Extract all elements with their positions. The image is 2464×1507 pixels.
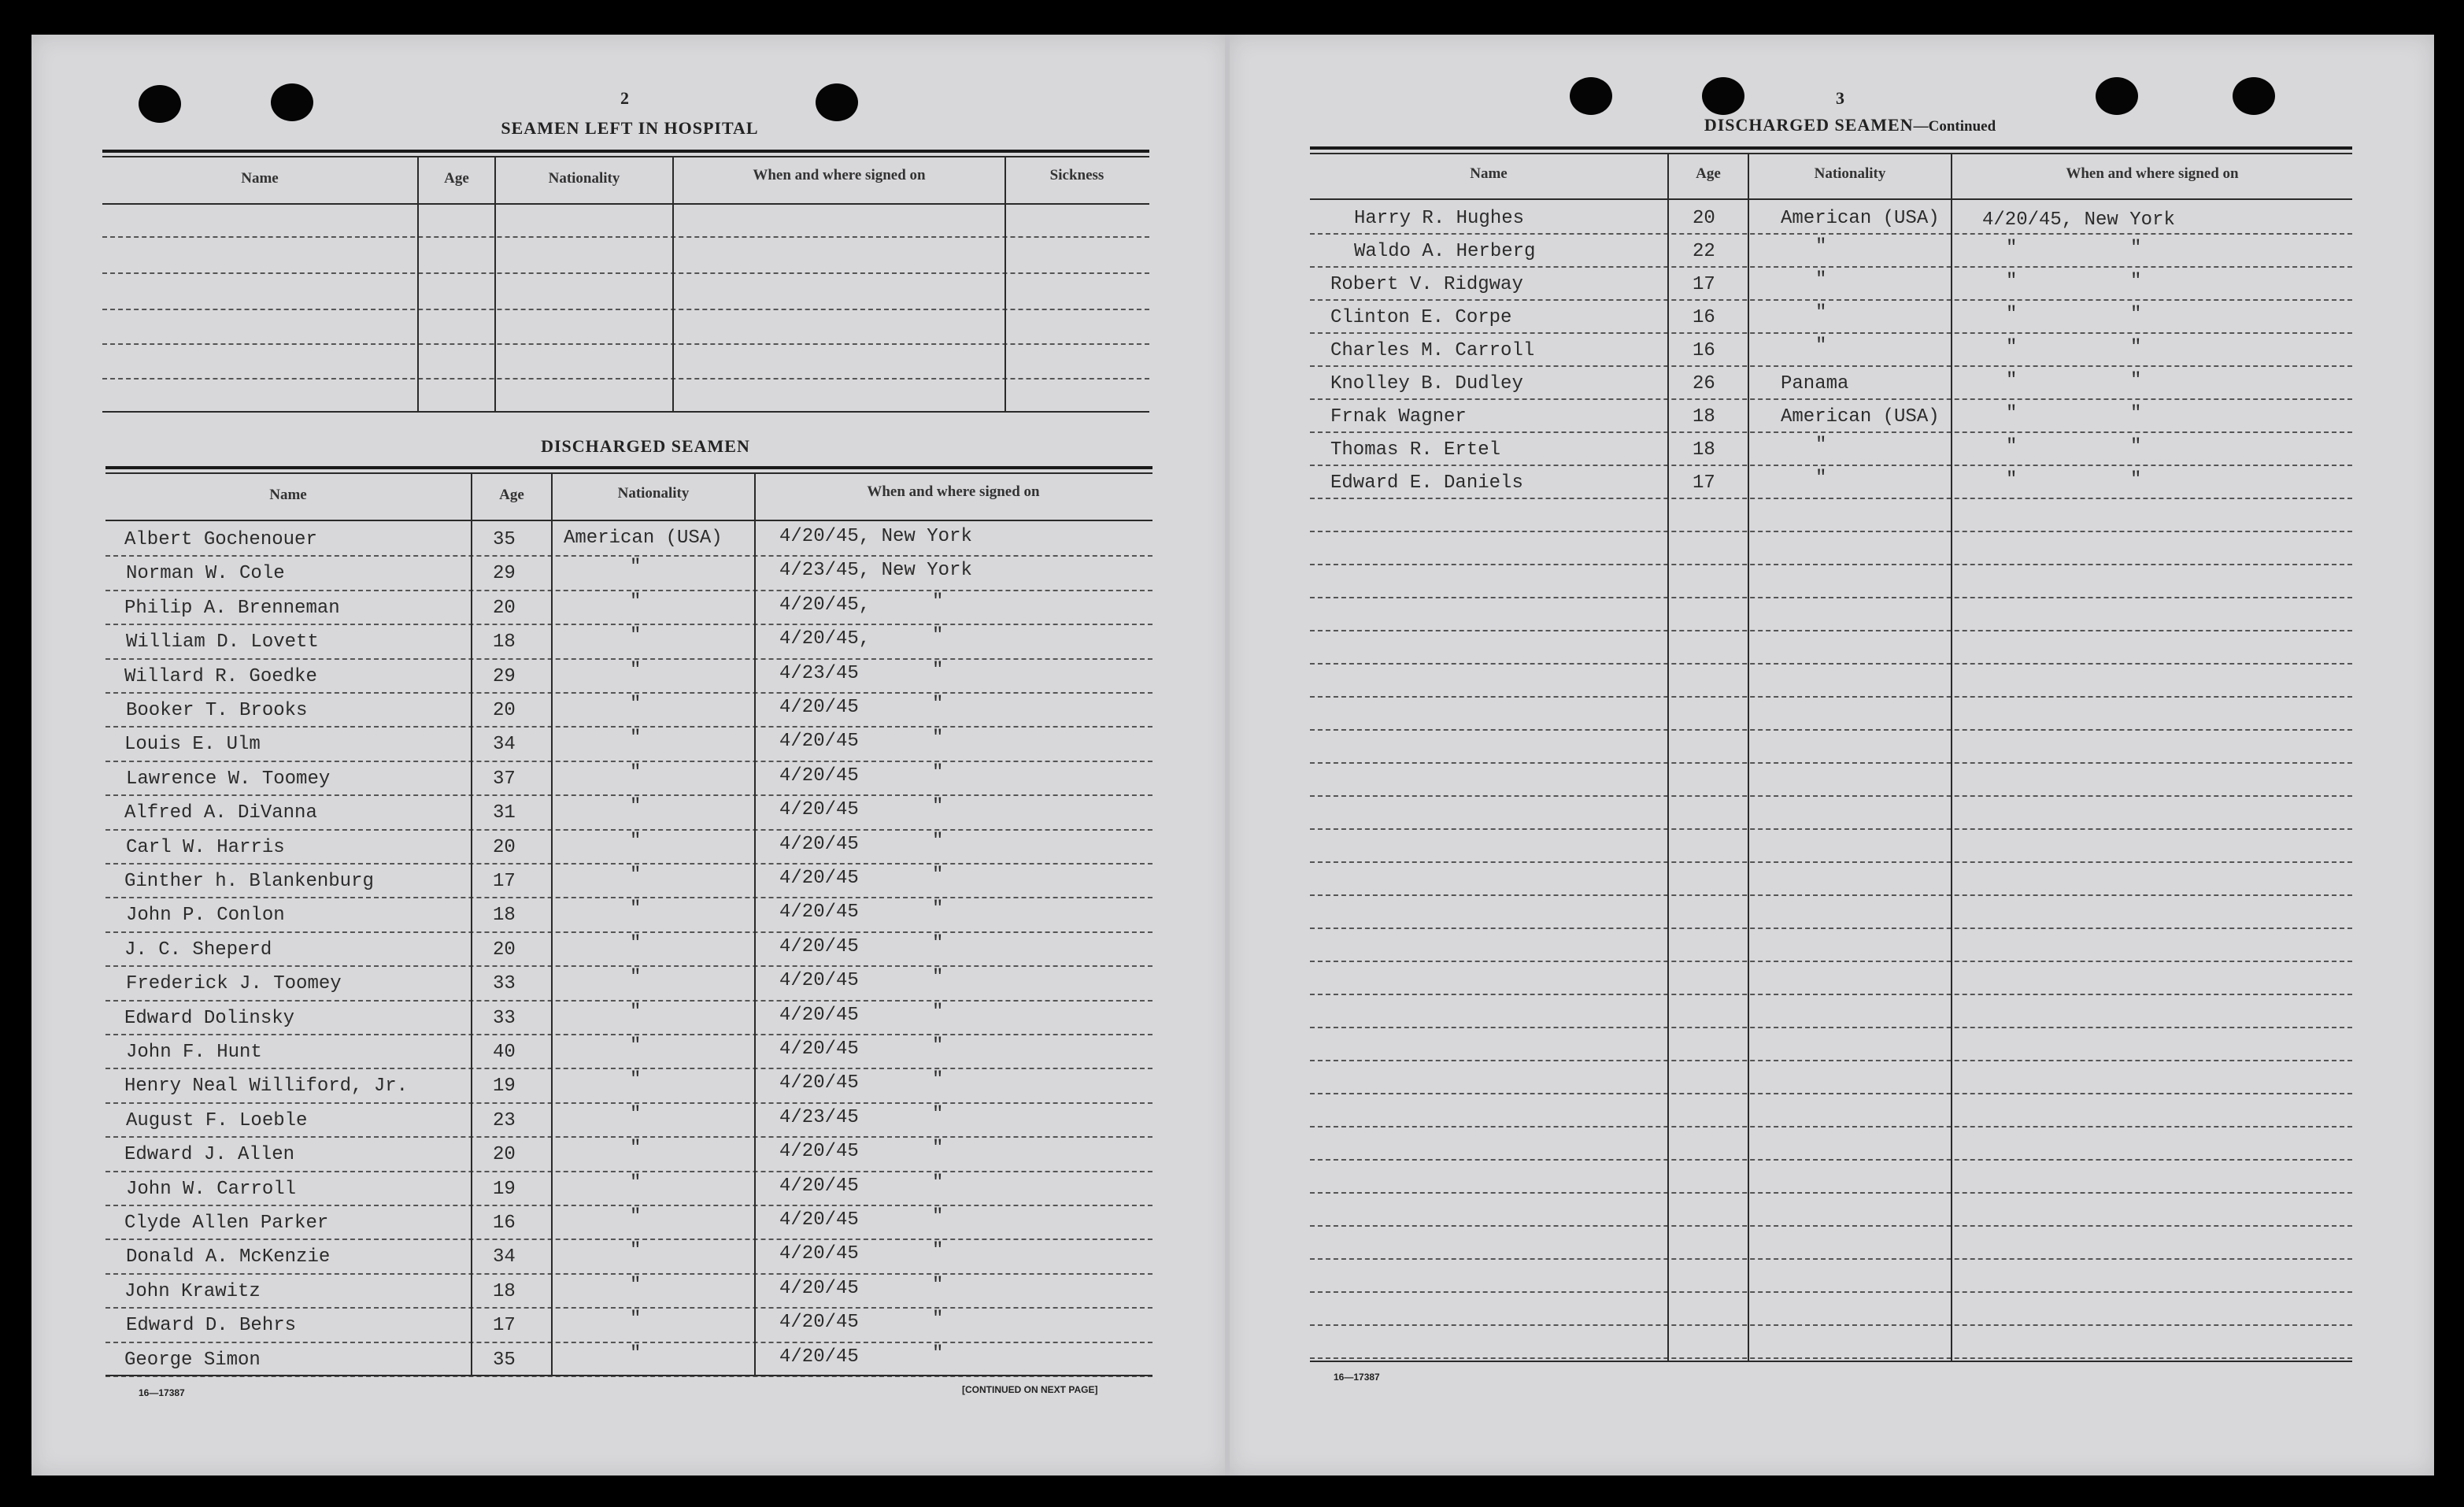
signed-on-place: " <box>932 1035 944 1057</box>
signed-on-place: " <box>932 898 944 920</box>
row-rule <box>105 1307 1152 1309</box>
seaman-name: Philip A. Brenneman <box>124 598 340 619</box>
signed-on-date: 4/20/45 <box>779 834 859 855</box>
row-rule <box>1310 663 2352 665</box>
seaman-nationality: " <box>630 1275 642 1296</box>
signed-on-date: 4/20/45 <box>779 1072 859 1094</box>
row-rule <box>1310 762 2352 764</box>
punch-hole <box>1702 77 1744 115</box>
seaman-age: 20 <box>1693 208 1715 229</box>
title-main: DISCHARGED SEAMEN <box>1704 115 1914 135</box>
row-rule <box>105 1171 1152 1172</box>
row-rule <box>1310 398 2352 400</box>
right-header-name: Name <box>1470 165 1508 182</box>
signed-on-place: " <box>932 1206 944 1227</box>
signed-on-date: " <box>2006 271 2018 292</box>
seaman-age: 20 <box>493 939 516 961</box>
seaman-nationality: " <box>1815 302 1827 324</box>
signed-on-date: 4/20/45 <box>779 1278 859 1299</box>
signed-on-date: 4/20/45 <box>779 697 859 718</box>
seaman-age: 16 <box>493 1213 516 1234</box>
signed-on-place: " <box>932 1138 944 1159</box>
signed-on-date: 4/20/45 <box>779 868 859 889</box>
row-rule <box>1310 266 2352 268</box>
signed-on-date: 4/20/45 <box>779 1176 859 1197</box>
seaman-age: 34 <box>493 1246 516 1268</box>
seaman-nationality: " <box>1815 468 1827 489</box>
seaman-nationality: " <box>630 1206 642 1227</box>
row-rule <box>105 1136 1152 1138</box>
row-rule <box>1310 1324 2352 1326</box>
seaman-nationality: " <box>630 728 642 749</box>
seaman-nationality: " <box>630 865 642 886</box>
discharged-section-title: DISCHARGED SEAMEN <box>541 436 750 456</box>
seaman-nationality: " <box>630 1104 642 1125</box>
seaman-age: 34 <box>493 734 516 755</box>
discharged-header-name: Name <box>269 487 307 503</box>
continued-note: [CONTINUED ON NEXT PAGE] <box>962 1384 1098 1395</box>
seaman-name: Albert Gochenouer <box>124 529 317 550</box>
seaman-name: Booker T. Brooks <box>126 700 308 721</box>
seaman-age: 22 <box>1693 241 1715 262</box>
signed-on-place: " <box>932 1309 944 1330</box>
signed-on-place: " <box>932 1069 944 1090</box>
signed-on-date: 4/20/45 <box>779 731 859 752</box>
row-rule <box>1310 1027 2352 1028</box>
form-code-left: 16—17387 <box>139 1387 185 1398</box>
row-rule <box>1310 1291 2352 1293</box>
signed-on-place: " <box>2130 337 2142 358</box>
seaman-name: Henry Neal Williford, Jr. <box>124 1076 409 1097</box>
seaman-name: Alfred A. DiVanna <box>124 802 317 824</box>
row-rule <box>105 692 1152 694</box>
seaman-age: 17 <box>1693 472 1715 494</box>
seaman-name: Harry R. Hughes <box>1354 208 1525 229</box>
row-rule <box>1310 994 2352 995</box>
seaman-name: Frnak Wagner <box>1330 406 1467 428</box>
seaman-nationality: " <box>630 1035 642 1057</box>
signed-on-date: 4/20/45 <box>779 1243 859 1264</box>
signed-on-date: 4/20/45 <box>779 1346 859 1368</box>
seaman-age: 29 <box>493 563 516 584</box>
signed-on-date: 4/23/45 <box>779 663 859 684</box>
signed-on-date: 4/20/45 <box>779 1039 859 1060</box>
seaman-age: 29 <box>493 666 516 687</box>
form-code-right: 16—17387 <box>1334 1372 1380 1383</box>
discharged-continued-title <box>1645 115 2055 135</box>
signed-on-date: " <box>2006 370 2018 391</box>
seaman-nationality: Panama <box>1781 373 1849 394</box>
row-rule <box>1310 1159 2352 1161</box>
seaman-nationality: American (USA) <box>1781 208 1940 229</box>
seaman-nationality: " <box>630 1343 642 1364</box>
signed-on-place: " <box>932 865 944 886</box>
seaman-age: 20 <box>493 598 516 619</box>
seaman-name: Carl W. Harris <box>126 837 285 858</box>
signed-on-place: " <box>932 831 944 852</box>
row-rule <box>105 897 1152 898</box>
seaman-name: Edward J. Allen <box>124 1144 295 1165</box>
seaman-age: 20 <box>493 837 516 858</box>
signed-on-date: 4/23/45 <box>779 1107 859 1128</box>
seaman-age: 35 <box>493 1350 516 1371</box>
seaman-nationality: " <box>630 694 642 715</box>
signed-on-place: " <box>2130 370 2142 391</box>
signed-on-date: 4/20/45 <box>779 1005 859 1026</box>
title-suffix: —Continued <box>1913 118 1996 135</box>
row-rule <box>105 1273 1152 1275</box>
seaman-name: Norman W. Cole <box>126 563 285 584</box>
seaman-nationality: " <box>630 557 642 578</box>
seaman-nationality: " <box>630 1240 642 1261</box>
signed-on-place: " <box>932 762 944 783</box>
signed-on-place: " <box>932 1104 944 1125</box>
row-rule <box>1310 1060 2352 1061</box>
hospital-header-sickness: Sickness <box>1049 167 1104 183</box>
row-rule <box>105 1342 1152 1343</box>
row-rule <box>1310 564 2352 565</box>
signed-on-date: " <box>2006 403 2018 424</box>
seaman-nationality: " <box>1815 435 1827 456</box>
signed-on-date: 4/20/45 <box>779 902 859 923</box>
hospital-header-age: Age <box>444 170 469 187</box>
page-number-left: 2 <box>620 88 629 108</box>
row-rule <box>1310 961 2352 962</box>
row-rule <box>1310 696 2352 698</box>
signed-on-place: " <box>932 1172 944 1194</box>
seaman-name: Edward Dolinsky <box>124 1008 295 1029</box>
signed-on-date: 4/20/45 <box>779 1312 859 1333</box>
seaman-age: 16 <box>1693 307 1715 328</box>
seaman-age: 26 <box>1693 373 1715 394</box>
seaman-age: 37 <box>493 768 516 790</box>
signed-on-place: " <box>932 660 944 681</box>
row-rule <box>1310 729 2352 731</box>
seaman-name: Edward D. Behrs <box>126 1315 297 1336</box>
row-rule <box>105 1205 1152 1206</box>
seaman-age: 23 <box>493 1110 516 1131</box>
signed-on-place: " <box>2130 469 2142 491</box>
discharged-header-signed-on: When and where signed on <box>867 483 1040 500</box>
signed-on-place: " <box>932 933 944 954</box>
row-rule <box>105 761 1152 762</box>
seaman-age: 19 <box>493 1179 516 1200</box>
seaman-name: George Simon <box>124 1350 261 1371</box>
signed-on-date: 4/20/45 <box>779 970 859 991</box>
seaman-nationality: " <box>630 625 642 646</box>
row-rule <box>105 624 1152 625</box>
punch-hole <box>2233 77 2275 115</box>
row-rule <box>105 829 1152 831</box>
signed-on-date: 4/20/45 <box>779 1141 859 1162</box>
row-rule <box>1310 531 2352 532</box>
signed-on-date: 4/20/45 <box>779 936 859 957</box>
signed-on-date: 4/20/45, New York <box>779 526 972 547</box>
row-rule <box>1310 498 2352 499</box>
row-rule <box>105 965 1152 967</box>
seaman-nationality: " <box>630 660 642 681</box>
row-rule <box>1310 1093 2352 1094</box>
seaman-name: Thomas R. Ertel <box>1330 439 1501 461</box>
row-rule <box>105 863 1152 865</box>
punch-hole <box>271 83 313 121</box>
signed-on-date: " <box>2006 238 2018 259</box>
signed-on-date: 4/20/45, New York <box>1982 209 2175 231</box>
signed-on-place: " <box>2130 403 2142 424</box>
row-rule <box>105 726 1152 728</box>
seaman-age: 18 <box>493 631 516 653</box>
seaman-age: 31 <box>493 802 516 824</box>
seaman-nationality: " <box>630 1069 642 1090</box>
signed-on-place: " <box>2130 271 2142 292</box>
seaman-name: Waldo A. Herberg <box>1354 241 1536 262</box>
seaman-nationality: " <box>630 967 642 988</box>
signed-on-date: 4/20/45 <box>779 765 859 787</box>
seaman-nationality: " <box>630 1309 642 1330</box>
punch-hole <box>816 83 858 121</box>
seaman-age: 18 <box>1693 439 1715 461</box>
row-rule <box>105 1000 1152 1002</box>
row-rule <box>1310 365 2352 367</box>
hospital-section-title: SEAMEN LEFT IN HOSPITAL <box>501 118 759 138</box>
signed-on-place: " <box>932 796 944 817</box>
seaman-nationality: " <box>630 796 642 817</box>
signed-on-place: " <box>932 1275 944 1296</box>
seaman-nationality: American (USA) <box>1781 406 1940 428</box>
seaman-name: Clinton E. Corpe <box>1330 307 1512 328</box>
signed-on-date: 4/20/45, <box>779 594 871 616</box>
seaman-age: 40 <box>493 1042 516 1063</box>
signed-on-place: " <box>932 1002 944 1023</box>
row-rule <box>105 555 1152 557</box>
signed-on-date: " <box>2006 304 2018 325</box>
seaman-name: Louis E. Ulm <box>124 734 261 755</box>
punch-hole <box>2096 77 2138 115</box>
seaman-name: J. C. Sheperd <box>124 939 272 961</box>
right-header-age: Age <box>1696 165 1721 182</box>
seaman-name: William D. Lovett <box>126 631 319 653</box>
signed-on-date: 4/20/45 <box>779 1209 859 1231</box>
row-rule <box>1310 465 2352 466</box>
seaman-name: Ginther h. Blankenburg <box>124 871 374 892</box>
seaman-nationality: " <box>1815 269 1827 291</box>
seaman-age: 33 <box>493 973 516 994</box>
seaman-nationality: " <box>630 762 642 783</box>
seaman-nationality: " <box>1815 236 1827 257</box>
row-rule <box>1310 894 2352 896</box>
signed-on-place: " <box>2130 238 2142 259</box>
seaman-age: 20 <box>493 700 516 721</box>
signed-on-date: 4/20/45 <box>779 799 859 820</box>
seaman-age: 18 <box>1693 406 1715 428</box>
signed-on-date: " <box>2006 436 2018 457</box>
seaman-name: Willard R. Goedke <box>124 666 317 687</box>
hospital-header-signed-on: When and where signed on <box>753 167 926 183</box>
seaman-age: 35 <box>493 529 516 550</box>
page-number-right: 3 <box>1836 88 1844 108</box>
seaman-name: Lawrence W. Toomey <box>126 768 331 790</box>
seaman-name: Frederick J. Toomey <box>126 973 342 994</box>
row-rule <box>1310 1357 2352 1359</box>
row-rule <box>1310 828 2352 830</box>
row-rule <box>1310 597 2352 598</box>
seaman-age: 17 <box>493 1315 516 1336</box>
seaman-name: Charles M. Carroll <box>1330 340 1535 361</box>
punch-hole <box>1570 77 1612 115</box>
signed-on-place: " <box>932 625 944 646</box>
seaman-nationality: " <box>630 1002 642 1023</box>
row-rule <box>105 1102 1152 1104</box>
signed-on-place: " <box>932 728 944 749</box>
seaman-age: 33 <box>493 1008 516 1029</box>
hospital-header-name: Name <box>241 170 279 187</box>
row-rule <box>1310 1192 2352 1194</box>
seaman-age: 17 <box>1693 274 1715 295</box>
seaman-nationality: " <box>630 1172 642 1194</box>
seaman-age: 18 <box>493 905 516 926</box>
signed-on-place: " <box>932 1240 944 1261</box>
row-rule <box>105 931 1152 933</box>
page-fold <box>1225 35 1230 1476</box>
seaman-name: Knolley B. Dudley <box>1330 373 1523 394</box>
discharged-header-nationality: Nationality <box>617 485 690 502</box>
seaman-nationality: American (USA) <box>564 528 723 549</box>
row-rule <box>105 794 1152 796</box>
seaman-name: Donald A. McKenzie <box>126 1246 331 1268</box>
seaman-age: 16 <box>1693 340 1715 361</box>
discharged-header-age: Age <box>499 487 524 503</box>
row-rule <box>1310 928 2352 929</box>
row-rule <box>1310 1225 2352 1227</box>
row-rule <box>1310 233 2352 235</box>
seaman-name: August F. Loeble <box>126 1110 308 1131</box>
seaman-name: Clyde Allen Parker <box>124 1213 329 1234</box>
seaman-name: John Krawitz <box>124 1281 261 1302</box>
seaman-age: 20 <box>493 1144 516 1165</box>
right-header-signed-on: When and where signed on <box>2066 165 2239 182</box>
seaman-name: Edward E. Daniels <box>1330 472 1523 494</box>
signed-on-place: " <box>932 1343 944 1364</box>
seaman-name: John W. Carroll <box>126 1179 297 1200</box>
signed-on-date: " <box>2006 469 2018 491</box>
row-rule <box>1310 431 2352 433</box>
seaman-nationality: " <box>630 831 642 852</box>
row-rule <box>105 1034 1152 1035</box>
seaman-name: Robert V. Ridgway <box>1330 274 1523 295</box>
signed-on-place: " <box>932 967 944 988</box>
row-rule <box>1310 1126 2352 1127</box>
row-rule <box>105 590 1152 591</box>
seaman-nationality: " <box>630 898 642 920</box>
row-rule <box>1310 795 2352 797</box>
seaman-nationality: " <box>630 1138 642 1159</box>
row-rule <box>1310 630 2352 631</box>
signed-on-place: " <box>2130 436 2142 457</box>
row-rule <box>105 1239 1152 1240</box>
seaman-age: 19 <box>493 1076 516 1097</box>
signed-on-date: 4/23/45, New York <box>779 560 972 581</box>
signed-on-place: " <box>932 591 944 613</box>
row-rule <box>1310 299 2352 301</box>
row-rule <box>1310 861 2352 863</box>
seaman-age: 18 <box>493 1281 516 1302</box>
row-rule <box>105 1068 1152 1069</box>
signed-on-place: " <box>932 694 944 715</box>
punch-hole <box>139 85 181 123</box>
seaman-nationality: " <box>1815 335 1827 357</box>
row-rule <box>1310 1258 2352 1260</box>
seaman-name: John P. Conlon <box>126 905 285 926</box>
signed-on-date: 4/20/45, <box>779 628 871 650</box>
row-rule <box>105 658 1152 660</box>
seaman-nationality: " <box>630 591 642 613</box>
seaman-age: 17 <box>493 871 516 892</box>
signed-on-date: " <box>2006 337 2018 358</box>
hospital-header-nationality: Nationality <box>548 170 620 187</box>
seaman-nationality: " <box>630 933 642 954</box>
signed-on-place: " <box>2130 304 2142 325</box>
row-rule <box>1310 332 2352 334</box>
right-header-nationality: Nationality <box>1814 165 1886 182</box>
seaman-name: John F. Hunt <box>126 1042 262 1063</box>
